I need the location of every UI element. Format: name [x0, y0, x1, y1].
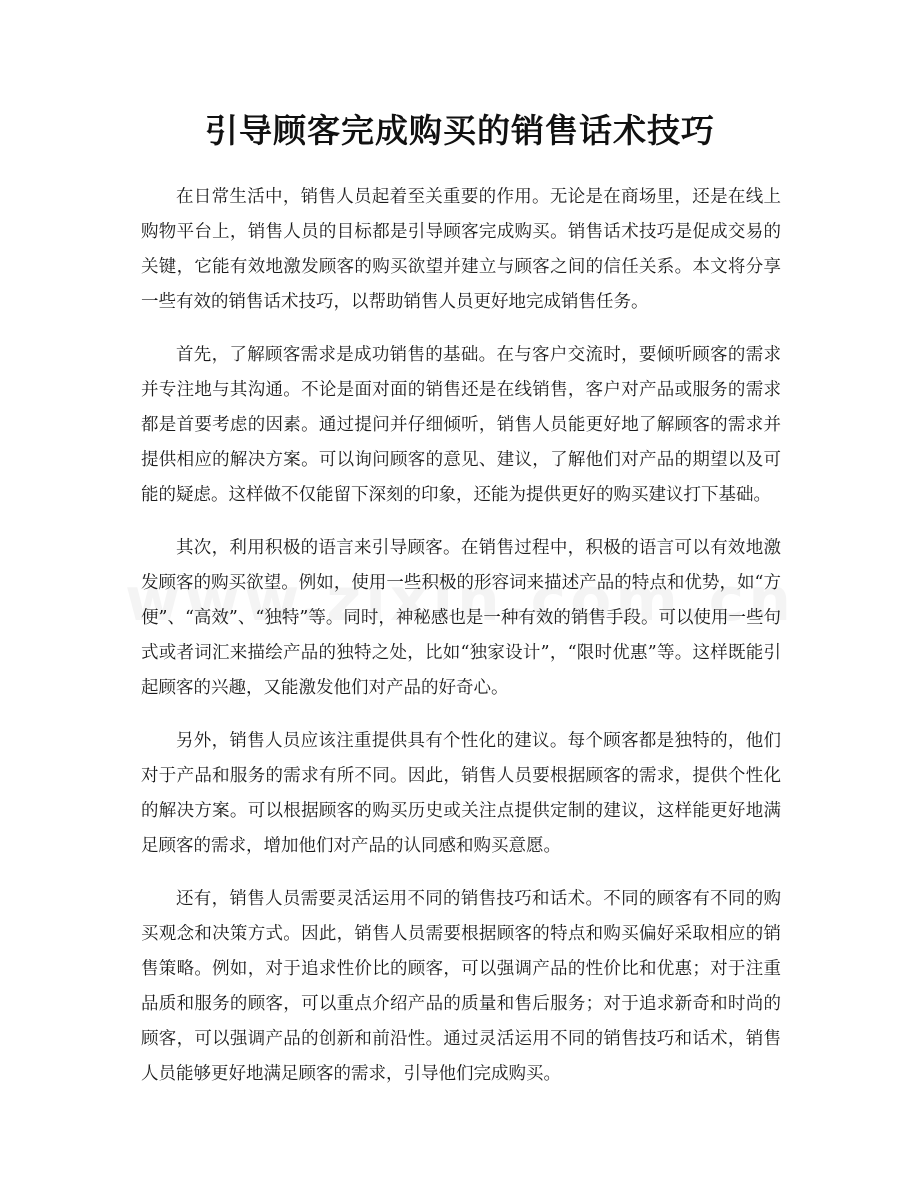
paragraph-positive-language: 其次，利用积极的语言来引导顾客。在销售过程中，积极的语言可以有效地激发顾客的购买欲望。例如，使用一些积极的形容词来描述产品的特点和优势，如“方便”、“高效”、“独特”等。同时，神秘感也是一种有效的销售手段。可以使用一些句式或者词汇来描绘产品的独特之处，比如“独家设计”，“限时优惠”等。这样既能引起顾客的兴趣，又能激发他们对产品的好奇心。	[141, 538, 781, 698]
paragraph-flexible-techniques: 还有，销售人员需要灵活运用不同的销售技巧和话术。不同的顾客有不同的购买观念和决策方式。因此，销售人员需要根据顾客的特点和购买偏好采取相应的销售策略。例如，对于追求性价比的顾客，可以强调产品的性价比和优惠；对于注重品质和服务的顾客，可以重点介绍产品的质量和售后服务；对于追求新奇和时尚的顾客，可以强调产品的创新和前沿性。通过灵活运用不同的销售技巧和话术，销售人员能够更好地满足顾客的需求，引导他们完成购买。	[141, 889, 781, 1084]
document-body	[141, 180, 781, 1110]
paragraph-customer-needs: 首先，了解顾客需求是成功销售的基础。在与客户交流时，要倾听顾客的需求并专注地与其沟通。不论是面对面的销售还是在线销售，客户对产品或服务的需求都是首要考虑的因素。通过提问并仔细倾听，销售人员能更好地了解顾客的需求并提供相应的解决方案。可以询问顾客的意见、建议，了解他们对产品的期望以及可能的疑虑。这样做不仅能留下深刻的印象，还能为提供更好的购买建议打下基础。	[141, 345, 781, 505]
paragraph-intro: 在日常生活中，销售人员起着至关重要的作用。无论是在商场里，还是在线上购物平台上，销售人员的目标都是引导顾客完成购买。销售话术技巧是促成交易的关键，它能有效地激发顾客的购买欲望并建立与顾客之间的信任关系。本文将分享一些有效的销售话术技巧，以帮助销售人员更好地完成销售任务。	[141, 187, 781, 312]
document-title: 引导顾客完成购买的销售话术技巧	[205, 111, 715, 150]
paragraph-personalized-advice: 另外，销售人员应该注重提供具有个性化的建议。每个顾客都是独特的，他们对于产品和服务的需求有所不同。因此，销售人员要根据顾客的需求，提供个性化的解决方案。可以根据顾客的购买历史或关注点提供定制的建议，这样能更好地满足顾客的需求，增加他们对产品的认同感和购买意愿。	[141, 731, 781, 856]
